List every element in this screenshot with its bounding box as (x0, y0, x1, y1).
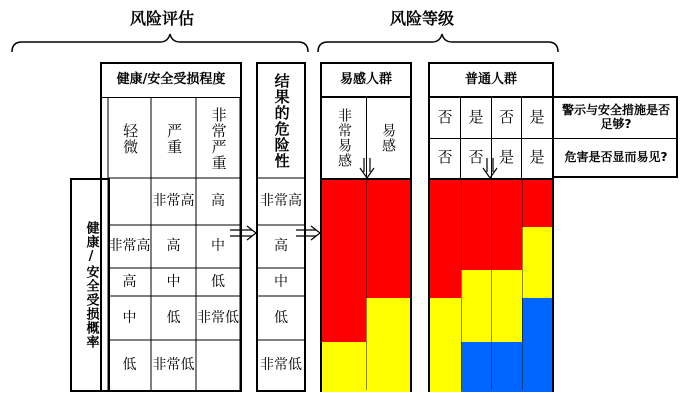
general-matrix-cell-r2-c1 (461, 270, 492, 298)
sensitive-col-very: 非常易感 (336, 108, 353, 168)
sensitive-matrix-cell-r1-c1 (366, 227, 410, 270)
result-low: 低 (274, 309, 288, 326)
general-matrix-cell-r3-c3 (522, 298, 553, 342)
answer-r1-c1: 否 (437, 108, 453, 127)
general-matrix-cell-r1-c2 (491, 227, 522, 270)
sensitive-col-divider (366, 98, 367, 178)
risk-assessment-title: 风险评估 (130, 9, 195, 28)
general-matrix-cell-r0-c3 (522, 180, 553, 227)
sensitive-matrix-cell-r2-c0 (322, 270, 366, 298)
cell-r1-c1: 高 (166, 238, 181, 255)
general-matrix-cell-r0-c0 (430, 180, 461, 227)
risk-matrix-general (430, 178, 552, 390)
general-matrix-cell-r4-c2 (491, 342, 522, 392)
probability-axis-label: 健康/安全受损概率 (83, 221, 99, 349)
risk-matrix-sensitive (322, 178, 410, 390)
sensitive-matrix-cell-r2-c1 (366, 270, 410, 298)
cell-r4-c1: 非常低 (152, 356, 195, 373)
cell-r3-c1: 低 (166, 309, 181, 326)
answer-r1-c4: 是 (529, 108, 545, 127)
sensitive-group-header: 易感人群 (322, 64, 410, 98)
general-matrix-column-divider (522, 180, 523, 390)
result-header: 结果的危险性 (272, 73, 291, 169)
result-very-low: 非常低 (260, 356, 302, 373)
sensitive-matrix-cell-r3-c1 (366, 298, 410, 342)
sensitive-matrix-cell-r4-c1 (366, 342, 410, 392)
answer-r1-c3: 否 (498, 108, 514, 127)
general-matrix-cell-r3-c0 (430, 298, 461, 342)
sensitive-matrix-cell-r0-c0 (322, 180, 366, 227)
general-matrix-cell-r4-c3 (522, 342, 553, 392)
answer-r2-c4: 是 (529, 148, 545, 167)
cell-r0-c2: 高 (211, 193, 225, 210)
answer-r2-c3: 是 (498, 148, 514, 167)
severity-col-very-serious: 非常严重 (209, 107, 228, 171)
sensitive-matrix-cell-r0-c1 (366, 180, 410, 227)
cell-r0-c1: 非常高 (152, 193, 195, 210)
general-matrix-cell-r2-c2 (491, 270, 522, 298)
sensitive-col-normal: 易感 (380, 123, 397, 153)
general-matrix-cell-r0-c1 (461, 180, 492, 227)
general-matrix-column-divider (461, 180, 462, 390)
severity-header: 健康/安全受损程度 (100, 64, 242, 98)
general-group-header: 普通人群 (430, 64, 552, 98)
cell-r1-c2: 中 (211, 238, 225, 255)
general-matrix-cell-r1-c0 (430, 227, 461, 270)
answer-r2-c1: 否 (437, 148, 453, 167)
row-label-high: 高 (122, 273, 137, 290)
sensitive-matrix-cell-r1-c0 (322, 227, 366, 270)
cell-r3-c2: 非常低 (197, 309, 239, 326)
sensitive-matrix-column-divider (366, 180, 367, 390)
sensitive-matrix-cell-r3-c0 (322, 298, 366, 342)
brace-risk-level (318, 34, 558, 52)
general-matrix-cell-r1-c1 (461, 227, 492, 270)
question-hazard-obvious: 危害是否显而易见? (564, 150, 668, 165)
general-matrix-cell-r3-c1 (461, 298, 492, 342)
general-matrix-cell-r2-c3 (522, 270, 553, 298)
general-matrix-cell-r3-c2 (491, 298, 522, 342)
cell-r2-c2: 低 (211, 273, 225, 290)
answer-r2-c2: 否 (468, 148, 484, 167)
general-matrix-cell-r0-c2 (491, 180, 522, 227)
result-high: 高 (274, 238, 288, 255)
general-matrix-cell-r1-c3 (522, 227, 553, 270)
general-matrix-cell-r4-c1 (461, 342, 492, 392)
general-matrix-cell-r2-c0 (430, 270, 461, 298)
question-warning-adequate: 警示与安全措施是否足够? (561, 103, 670, 131)
row-label-low: 低 (122, 356, 137, 373)
result-very-high: 非常高 (260, 193, 302, 210)
brace-risk-assessment (12, 34, 308, 52)
result-medium: 中 (274, 273, 288, 290)
severity-col-serious: 严重 (165, 123, 184, 155)
answer-r1-c2: 是 (468, 108, 484, 127)
general-matrix-column-divider (491, 180, 492, 390)
row-label-medium: 中 (122, 309, 137, 326)
severity-col-minor: 轻微 (121, 123, 140, 155)
sensitive-matrix-cell-r4-c0 (322, 342, 366, 392)
general-matrix-cell-r4-c0 (430, 342, 461, 392)
row-label-very-high: 非常高 (108, 238, 151, 255)
risk-level-title: 风险等级 (390, 9, 455, 28)
cell-r2-c1: 中 (166, 273, 181, 290)
